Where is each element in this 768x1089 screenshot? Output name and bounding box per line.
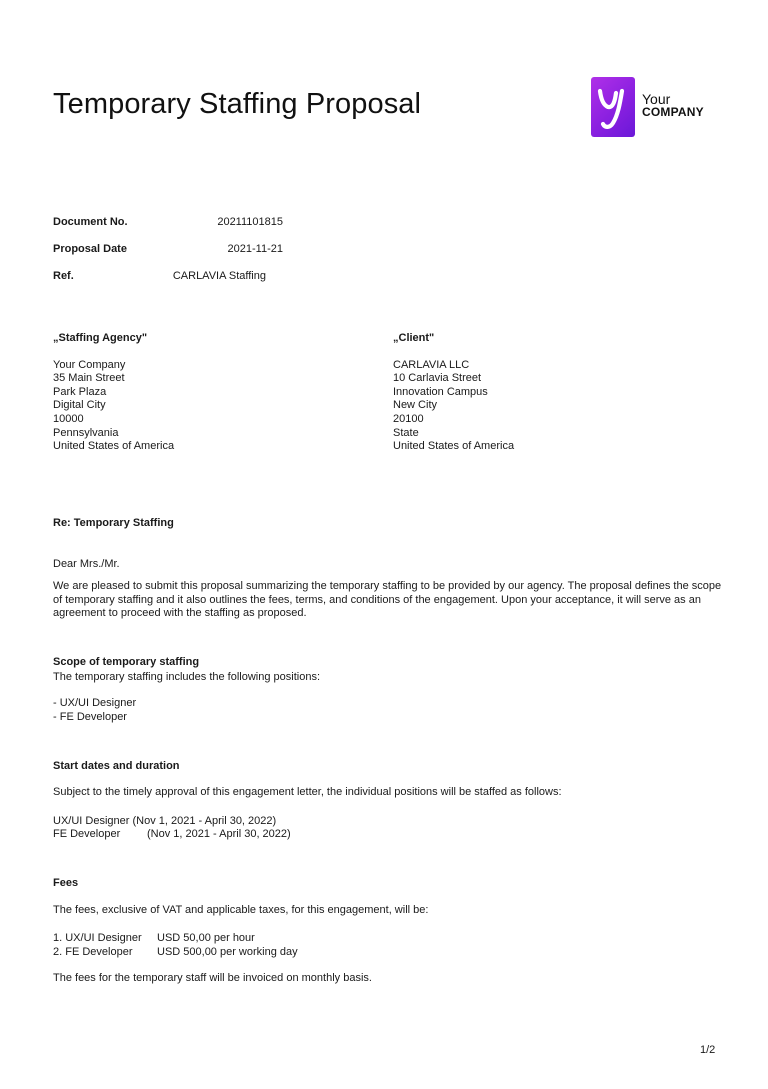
meta-row-proposal-date bbox=[53, 243, 283, 270]
meta-value: 20211101815 bbox=[217, 216, 283, 228]
agency-address bbox=[53, 332, 353, 454]
start-period: (Nov 1, 2021 - April 30, 2022) bbox=[147, 828, 291, 841]
start-heading: Start dates and duration bbox=[53, 760, 180, 773]
start-role: FE Developer bbox=[53, 828, 121, 841]
start-period: (Nov 1, 2021 - April 30, 2022) bbox=[132, 814, 277, 827]
meta-value: CARLAVIA Staffing bbox=[172, 270, 266, 282]
address-line: Digital City bbox=[53, 399, 106, 412]
scope-item: - UX/UI Designer bbox=[53, 697, 137, 710]
scope-heading: Scope of temporary staffing bbox=[53, 655, 200, 668]
logo-wordmark bbox=[642, 93, 704, 119]
meta-row-ref bbox=[53, 270, 283, 297]
fee-role: 2. FE Developer bbox=[53, 945, 133, 958]
page-number: 1/2 bbox=[700, 1044, 716, 1056]
address-line: 35 Main Street bbox=[53, 372, 125, 385]
start-row bbox=[53, 815, 723, 829]
address-line: CARLAVIA LLC bbox=[393, 358, 470, 371]
fee-role: 1. UX/UI Designer bbox=[53, 931, 142, 944]
intro-paragraph: We are pleased to submit this proposal summarizing the temporary staffing to be provided by our agency. The proposal defines the scope of temporary staffing and it also outlines the fees, terms, and conditions of the engagement. Upon your acceptance, it will serve as an agreement to proceed with the staffing as proposed. bbox=[53, 580, 722, 620]
client-address bbox=[393, 332, 693, 454]
fees-note: The fees for the temporary staff will be invoiced on monthly basis. bbox=[53, 972, 372, 985]
scope-text: The temporary staffing includes the following positions: bbox=[53, 670, 320, 683]
fee-row bbox=[53, 932, 723, 946]
scope-item: - FE Developer bbox=[53, 710, 127, 723]
meta-label: Document No. bbox=[53, 216, 128, 228]
meta-label: Proposal Date bbox=[53, 243, 127, 255]
client-heading: „Client" bbox=[393, 332, 435, 344]
fees-heading: Fees bbox=[53, 876, 79, 889]
logo-line-1: Your bbox=[642, 91, 671, 107]
fees-text: The fees, exclusive of VAT and applicable taxes, for this engagement, will be: bbox=[53, 904, 429, 917]
start-role: UX/UI Designer bbox=[53, 814, 130, 827]
document-title: Temporary Staffing Proposal bbox=[53, 88, 422, 120]
meta-row-document-no bbox=[53, 216, 283, 243]
address-line: State bbox=[393, 426, 419, 439]
address-line: Park Plaza bbox=[53, 385, 107, 398]
address-line: United States of America bbox=[53, 440, 175, 453]
address-line: 10 Carlavia Street bbox=[393, 372, 482, 385]
address-line: 10000 bbox=[53, 412, 84, 425]
y-letter-logo-icon bbox=[591, 77, 635, 137]
address-line: New City bbox=[393, 399, 438, 412]
address-line: Innovation Campus bbox=[393, 385, 488, 398]
agency-heading: „Staffing Agency" bbox=[53, 332, 148, 344]
fee-rate: USD 500,00 per working day bbox=[157, 945, 298, 958]
address-line: 20100 bbox=[393, 412, 424, 425]
company-logo bbox=[591, 77, 721, 139]
subject-line: Re: Temporary Staffing bbox=[53, 517, 174, 529]
start-text: Subject to the timely approval of this engagement letter, the individual positions will be staffed as follows: bbox=[53, 785, 562, 798]
address-line: United States of America bbox=[393, 440, 515, 453]
fee-row bbox=[53, 946, 723, 960]
salutation: Dear Mrs./Mr. bbox=[53, 557, 120, 570]
address-line: Pennsylvania bbox=[53, 426, 119, 439]
document-meta bbox=[53, 216, 283, 297]
meta-value: 2021-11-21 bbox=[227, 243, 283, 255]
start-row bbox=[53, 828, 723, 842]
letter-body bbox=[53, 517, 723, 986]
fee-rate: USD 50,00 per hour bbox=[157, 931, 255, 944]
logo-line-2: COMPANY bbox=[642, 105, 704, 119]
meta-label: Ref. bbox=[53, 270, 74, 282]
address-line: Your Company bbox=[53, 358, 126, 371]
